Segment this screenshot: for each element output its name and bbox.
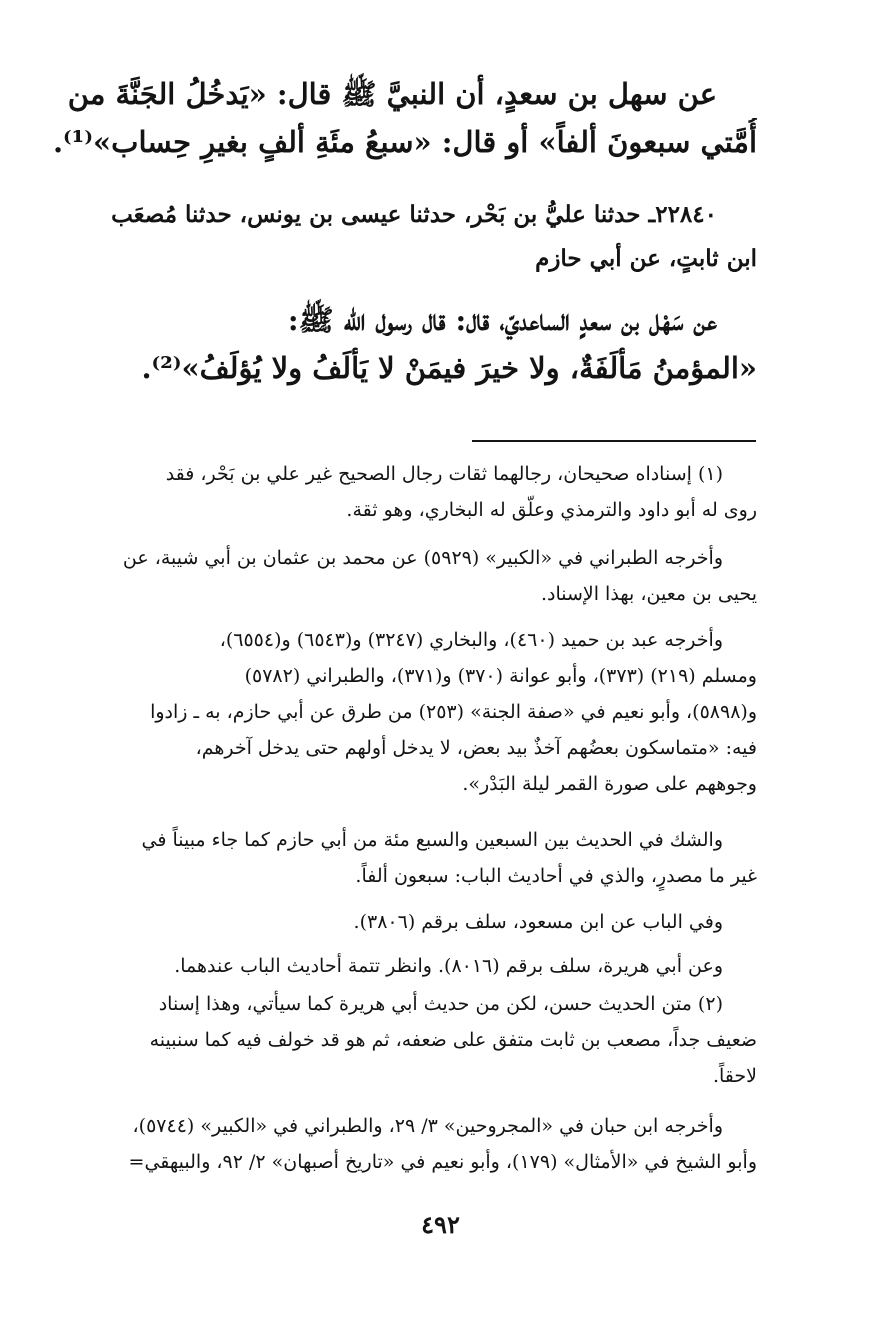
hadith-1 (52, 70, 757, 166)
footnote-1-para-3 (52, 622, 757, 802)
hadith-2 (52, 296, 757, 392)
footnote-1-para-5 (52, 904, 757, 940)
text-line: يحيى بن معين، بهذا الإسناد. (540, 583, 757, 605)
text-line: وجوههم على صورة القمر ليلة البَدْر». (462, 773, 757, 795)
footnote-divider (472, 440, 756, 442)
page-number: ٤٩٢ (421, 1210, 460, 1239)
footnote-2-para-1 (52, 986, 757, 1094)
text-line: وأخرجه عبد بن حميد (٤٦٠)، والبخاري (٣٢٤٧) و(٦٥٤٣) و(٦٥٥٤)، (219, 629, 723, 651)
footnote-1-para-4 (52, 822, 757, 894)
text-line: (١) إسناداه صحيحان، رجالهما ثقات رجال الصحيح غير علي بن بَحْر، فقد (165, 463, 723, 485)
text-line: روى له أبو داود والترمذي وعلّق له البخاري، وهو ثقة. (346, 499, 757, 521)
text-line: لاحقاً. (712, 1065, 757, 1087)
text-line: وأخرجه الطبراني في «الكبير» (٥٩٢٩) عن محمد بن عثمان بن أبي شيبة، عن (122, 547, 723, 569)
footnote-1-para-1 (52, 456, 757, 528)
isnad-22840 (52, 193, 757, 281)
text-line: عن سهل بن سعدٍ، أن النبيَّ ﷺ قال: «يَدخُلُ الجَنَّةَ من (67, 77, 717, 111)
text-line: وفي الباب عن ابن مسعود، سلف برقم (٣٨٠٦). (353, 911, 723, 933)
text-line: والشك في الحديث بين السبعين والسبع مئة من أبي حازم كما جاء مبيناً في (141, 829, 723, 851)
text-line: أُمَّتي سبعونَ ألفاً» أو قال: «سبعُ مئَةِ ألفٍ بغيرِ حِساب»⁽¹⁾. (52, 125, 757, 159)
text-line: وعن أبي هريرة، سلف برقم (٨٠١٦). وانظر تتمة أحاديث الباب عندهما. (174, 955, 723, 977)
text-line: عن سَهْل بن سعدٍ الساعديّ، قال: قال رسول الله ﷺ: (287, 303, 717, 337)
text-line: وأخرجه ابن حبان في «المجروحين» ٣/ ٢٩، والطبراني في «الكبير» (٥٧٤٤)، (132, 1115, 723, 1137)
text-line: (٢) متن الحديث حسن، لكن من حديث أبي هريرة كما سيأتي، وهذا إسناد (158, 993, 723, 1015)
text-line: وأبو الشيخ في «الأمثال» (١٧٩)، وأبو نعيم في «تاريخ أصبهان» ٢/ ٩٢، والبيهقي= (128, 1151, 757, 1173)
text-line: ضعيف جداً، مصعب بن ثابت متفق على ضعفه، ثم هو قد خولف فيه كما سنبينه (149, 1029, 757, 1051)
text-line: غير ما مصدرٍ، والذي في أحاديث الباب: سبعون ألفاً. (355, 865, 757, 887)
text-line: ابن ثابتٍ، عن أبي حازم (535, 245, 757, 272)
footnote-1-para-2 (52, 540, 757, 612)
text-line: ومسلم (٢١٩) (٣٧٣)، وأبو عوانة (٣٧٠) و(٣٧١)، والطبراني (٥٧٨٢) (244, 665, 757, 687)
footnote-1-para-6 (52, 948, 757, 984)
footnote-2-para-2 (52, 1108, 757, 1180)
text-line: ٢٢٨٤٠ـ حدثنا عليُّ بن بَحْر، حدثنا عيسى بن يونس، حدثنا مُصعَب (111, 201, 717, 228)
text-line: «المؤمنُ مَألَفَةٌ، ولا خيرَ فيمَنْ لا يَألَفُ ولا يُؤلَفُ»⁽²⁾. (141, 351, 757, 385)
text-line: و(٥٨٩٨)، وأبو نعيم في «صفة الجنة» (٢٥٣) من طرق عن أبي حازم، به ـ زادوا (150, 701, 757, 723)
text-line: فيه: «متماسكون بعضُهم آخذٌ بيد بعض، لا يدخل أولهم حتى يدخل آخرهم، (195, 737, 757, 759)
